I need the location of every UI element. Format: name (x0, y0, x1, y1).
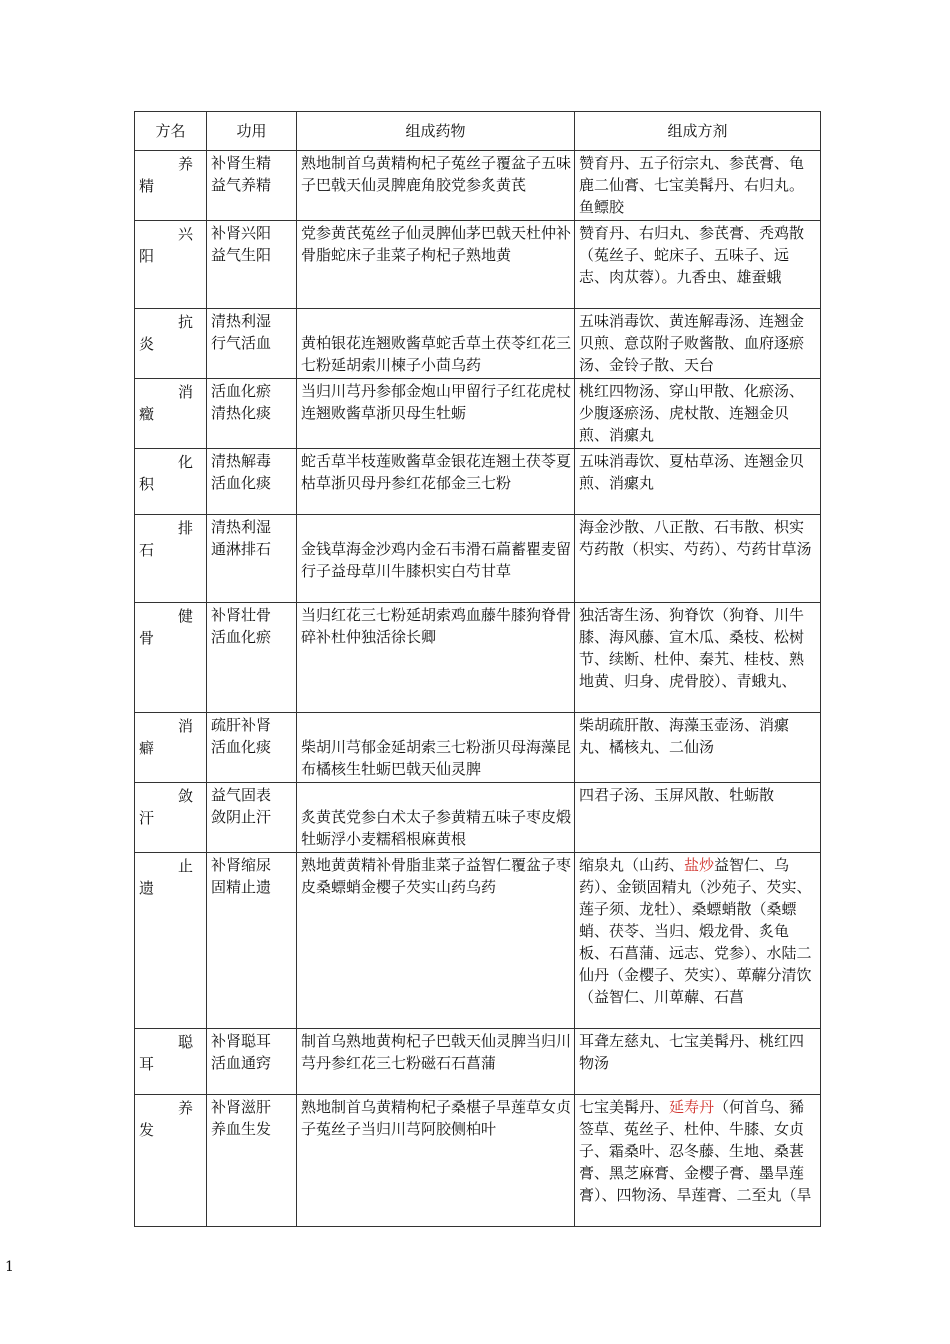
drugs-cell: 当归川芎丹参郁金炮山甲留行子红花虎杖连翘败酱草浙贝母生牡蛎 (297, 379, 575, 449)
name-cell (135, 151, 207, 221)
function-line-2: 活血化痰 (211, 738, 272, 756)
function-cell (207, 713, 297, 783)
name-cell (135, 783, 207, 853)
function-line-1: 补肾壮骨 (211, 606, 272, 624)
function-line-2: 清热化痰 (211, 404, 272, 422)
formula-text: 独活寄生汤、狗脊饮（狗脊、川牛膝、海风藤、宣木瓜、桑枝、松树节、续断、杜仲、秦艽、桂枝、熟地黄、归身、虎骨胶）、青蛾丸、 (579, 606, 805, 690)
formula-name-char-1: 化 (177, 453, 193, 471)
function-cell (207, 449, 297, 515)
formulas-cell (575, 783, 821, 853)
formula-name-char-2: 耳 (139, 1055, 155, 1073)
table-row (135, 151, 821, 221)
formula-name-char-1: 止 (177, 857, 193, 875)
formula-name (139, 1096, 193, 1141)
function-line-1: 补肾缩尿 (211, 856, 272, 874)
header-formulas: 组成方剂 (575, 112, 821, 151)
function-cell (207, 515, 297, 603)
function-cell (207, 783, 297, 853)
formulas-cell (575, 449, 821, 515)
formula-name-char-1: 聪 (177, 1033, 193, 1051)
table-row (135, 713, 821, 783)
function-line-2: 敛阴止汗 (211, 808, 272, 826)
formula-name-char-2: 发 (139, 1121, 155, 1139)
formula-name (139, 450, 193, 495)
formula-name-char-1: 排 (177, 519, 193, 537)
formula-name (139, 152, 193, 197)
drugs-cell: 柴胡川芎郁金延胡索三七粉浙贝母海藻昆布橘核生牡蛎巴戟天仙灵脾 (297, 713, 575, 783)
function-cell (207, 603, 297, 713)
function-line-2: 固精止遗 (211, 878, 272, 896)
formula-name-char-2: 积 (139, 475, 155, 493)
name-cell (135, 221, 207, 309)
formula-text: 五味消毒饮、夏枯草汤、连翘金贝煎、消瘰丸 (579, 452, 805, 492)
name-cell (135, 1095, 207, 1227)
table-row (135, 1095, 821, 1227)
function-cell (207, 221, 297, 309)
formula-text: 海金沙散、八正散、石韦散、枳实芍药散（枳实、芍药）、芍药甘草汤 (579, 518, 812, 558)
function-line-1: 清热利湿 (211, 312, 272, 330)
formula-text: （何首乌、豨签草、菟丝子、杜仲、牛膝、女贞子、霜桑叶、忍冬藤、生地、桑葚膏、黑芝麻膏、金樱子膏、墨旱莲膏）、四物汤、旱莲膏、二至丸（旱 (579, 1098, 812, 1204)
formula-text: 柴胡疏肝散、海藻玉壶汤、消瘰丸、橘核丸、二仙汤 (579, 716, 790, 756)
drugs-cell: 蛇舌草半枝莲败酱草金银花连翘土茯苓夏枯草浙贝母丹参红花郁金三七粉 (297, 449, 575, 515)
formula-text: 赞育丹、右归丸、参芪膏、秃鸡散（菟丝子、蛇床子、五味子、远志、肉苁蓉）。九香虫、雄蚕蛾 (579, 224, 805, 286)
formula-name-char-2: 炎 (139, 335, 155, 353)
formulas-cell (575, 1095, 821, 1227)
formula-name-char-1: 养 (177, 1099, 193, 1117)
drugs-cell: 熟地制首乌黄精枸杞子桑椹子旱莲草女贞子菟丝子当归川芎阿胶侧柏叶 (297, 1095, 575, 1227)
drugs-cell: 制首乌熟地黄枸杞子巴戟天仙灵脾当归川芎丹参红花三七粉磁石石菖蒲 (297, 1029, 575, 1095)
function-cell (207, 853, 297, 1029)
function-line-1: 益气固表 (211, 786, 272, 804)
function-line-1: 清热利湿 (211, 518, 272, 536)
function-line-1: 补肾生精 (211, 154, 272, 172)
formula-text: 益智仁、乌药）、金锁固精丸（沙苑子、芡实、莲子须、龙牡）、桑螵蛸散（桑螵蛸、茯苓、当归、煅龙骨、炙龟板、石菖蒲、远志、党参）、水陆二仙丹（金樱子、芡实）、萆薢分清饮（益智仁、川萆薢、石菖 (579, 856, 812, 1006)
formula-name (139, 516, 193, 561)
formula-name (139, 222, 193, 267)
formula-name (139, 380, 193, 425)
formula-name-char-1: 抗 (177, 313, 193, 331)
formulas-cell (575, 1029, 821, 1095)
formula-name-char-2: 阳 (139, 247, 155, 265)
function-line-1: 清热解毒 (211, 452, 272, 470)
formula-name-char-2: 精 (139, 177, 155, 195)
formula-name-char-2: 汗 (139, 809, 155, 827)
formula-text: 五味消毒饮、黄连解毒汤、连翘金贝煎、意苡附子败酱散、血府逐瘀汤、金铃子散、天台 (579, 312, 805, 374)
formula-table (134, 111, 821, 1227)
table-row (135, 515, 821, 603)
formula-name-char-1: 兴 (177, 225, 193, 243)
formula-text: 七宝美髯丹、 (579, 1098, 670, 1116)
formulas-cell (575, 151, 821, 221)
drugs-cell: 炙黄芪党参白术太子参黄精五味子枣皮煅牡蛎浮小麦糯稻根麻黄根 (297, 783, 575, 853)
drugs-cell: 党参黄芪菟丝子仙灵脾仙茅巴戟天杜仲补骨脂蛇床子韭菜子枸杞子熟地黄 (297, 221, 575, 309)
formula-name-char-2: 遗 (139, 879, 155, 897)
header-drugs: 组成药物 (297, 112, 575, 151)
table-row (135, 783, 821, 853)
function-cell (207, 309, 297, 379)
function-line-1: 补肾兴阳 (211, 224, 272, 242)
function-line-2: 活血化痰 (211, 474, 272, 492)
name-cell (135, 853, 207, 1029)
function-line-1: 活血化瘀 (211, 382, 272, 400)
highlighted-formula: 延寿丹 (669, 1098, 715, 1116)
header-name: 方名 (135, 112, 207, 151)
function-line-2: 益气养精 (211, 176, 272, 194)
formula-name-char-2: 癖 (139, 739, 155, 757)
function-cell (207, 1029, 297, 1095)
highlighted-formula: 盐炒 (684, 856, 715, 874)
name-cell (135, 515, 207, 603)
formula-name-char-1: 消 (177, 717, 193, 735)
formulas-cell (575, 713, 821, 783)
name-cell (135, 449, 207, 515)
table-row (135, 379, 821, 449)
formula-name-char-1: 敛 (177, 787, 193, 805)
formula-text: 耳聋左慈丸、七宝美髯丹、桃红四物汤 (579, 1032, 805, 1072)
formulas-cell (575, 309, 821, 379)
formulas-cell (575, 603, 821, 713)
function-cell (207, 151, 297, 221)
table-header-row (135, 112, 821, 151)
function-line-2: 活血通窍 (211, 1054, 272, 1072)
formula-name-char-1: 消 (177, 383, 193, 401)
drugs-cell: 当归红花三七粉延胡索鸡血藤牛膝狗脊骨碎补杜仲独活徐长卿 (297, 603, 575, 713)
formula-name-char-1: 健 (177, 607, 193, 625)
function-cell (207, 1095, 297, 1227)
drugs-cell: 熟地黄黄精补骨脂韭菜子益智仁覆盆子枣皮桑螵蛸金樱子芡实山药乌药 (297, 853, 575, 1029)
table-row (135, 603, 821, 713)
formula-text: 赞育丹、五子衍宗丸、参芪膏、龟鹿二仙膏、七宝美髯丹、右归丸。鱼鳔胶 (579, 154, 805, 216)
formula-name (139, 714, 193, 759)
formula-text: 四君子汤、玉屏风散、牡蛎散 (579, 786, 775, 804)
function-line-1: 补肾滋肝 (211, 1098, 272, 1116)
formulas-cell (575, 515, 821, 603)
formulas-cell (575, 379, 821, 449)
formula-name-char-2: 石 (139, 541, 155, 559)
table-row (135, 309, 821, 379)
formula-name (139, 784, 193, 829)
name-cell (135, 713, 207, 783)
function-line-2: 益气生阳 (211, 246, 272, 264)
name-cell (135, 309, 207, 379)
function-line-1: 补肾聪耳 (211, 1032, 272, 1050)
drugs-cell: 黄柏银花连翘败酱草蛇舌草土茯苓红花三七粉延胡索川楝子小茴乌药 (297, 309, 575, 379)
function-line-2: 养血生发 (211, 1120, 272, 1138)
function-line-2: 通淋排石 (211, 540, 272, 558)
table-row (135, 853, 821, 1029)
name-cell (135, 603, 207, 713)
table-row (135, 221, 821, 309)
formula-name (139, 604, 193, 649)
drugs-cell: 金钱草海金沙鸡内金石韦滑石萹蓄瞿麦留行子益母草川牛膝枳实白芍甘草 (297, 515, 575, 603)
formula-name (139, 1030, 193, 1075)
name-cell (135, 1029, 207, 1095)
drugs-cell: 熟地制首乌黄精枸杞子菟丝子覆盆子五味子巴戟天仙灵脾鹿角胶党参炙黄芪 (297, 151, 575, 221)
header-function: 功用 (207, 112, 297, 151)
formula-name (139, 310, 193, 355)
function-line-1: 疏肝补肾 (211, 716, 272, 734)
formula-name-char-2: 癥 (139, 405, 155, 423)
function-line-2: 行气活血 (211, 334, 272, 352)
formula-name (139, 854, 193, 899)
formula-text: 缩泉丸（山药、 (579, 856, 685, 874)
table-row (135, 1029, 821, 1095)
formulas-cell (575, 221, 821, 309)
formula-name-char-1: 养 (177, 155, 193, 173)
formula-text: 桃红四物汤、穿山甲散、化瘀汤、少腹逐瘀汤、虎杖散、连翘金贝煎、消瘰丸 (579, 382, 805, 444)
page-number: 1 (5, 1259, 14, 1275)
table-row (135, 449, 821, 515)
function-cell (207, 379, 297, 449)
formulas-cell (575, 853, 821, 1029)
name-cell (135, 379, 207, 449)
formula-name-char-2: 骨 (139, 629, 155, 647)
function-line-2: 活血化瘀 (211, 628, 272, 646)
